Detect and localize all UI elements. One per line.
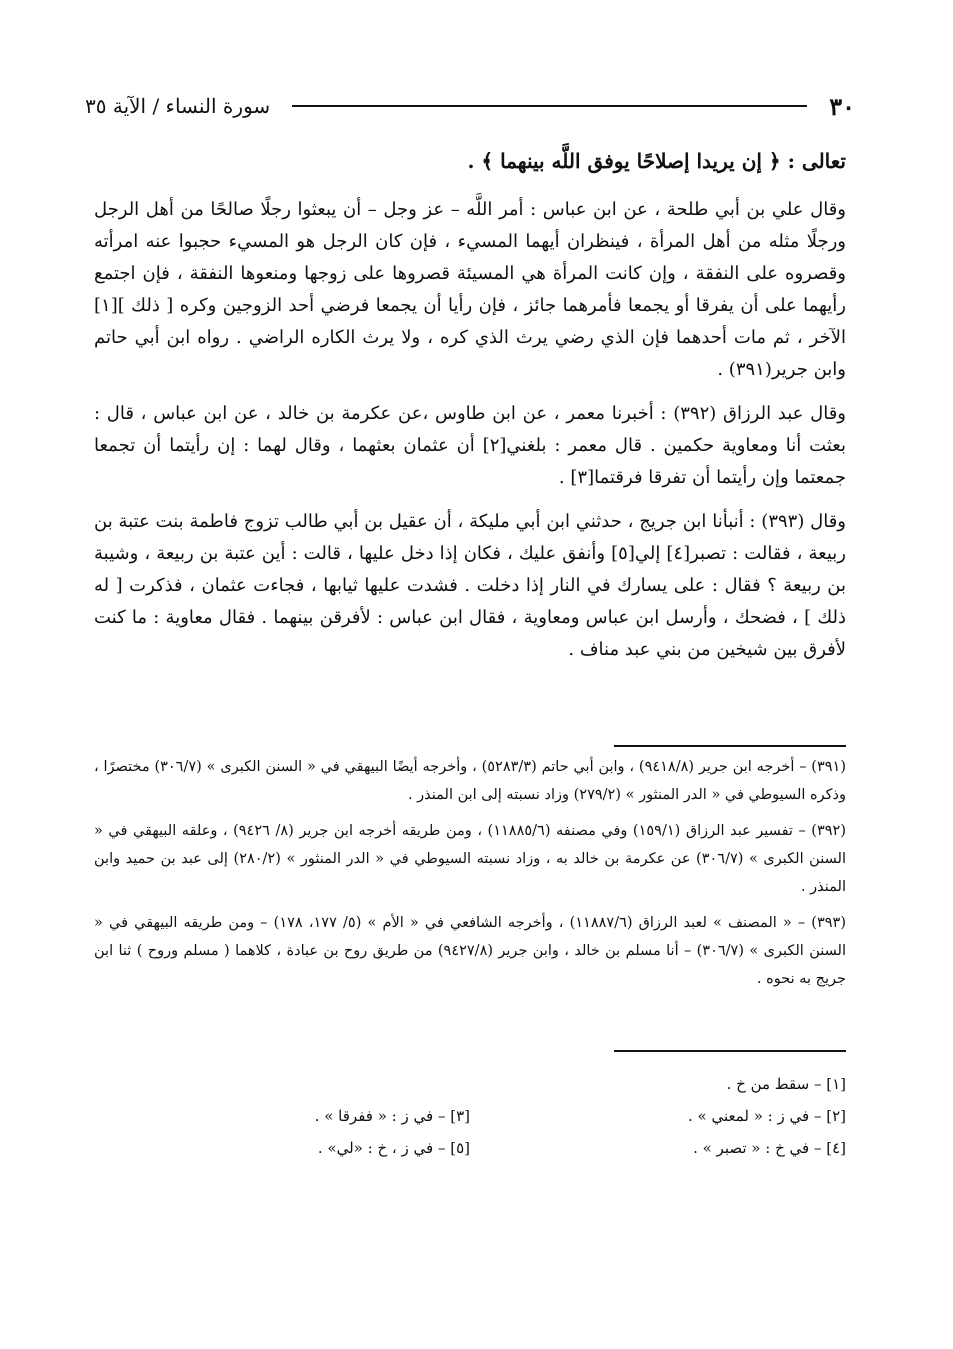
footnote: (٣٩٢) – تفسير عبد الرزاق (١٥٩/١) وفي مصنفه (١١٨٨٥/٦) ، ومن طريقه أخرجه ابن جرير (٨/ ٩٤٢٦) ، وعلقه البيهقي في « السنن الكبرى » (٣٠٦/٧) عن عكرمة بن خالد به ، وزاد نسبته السيوطي في « الدر المنثور » (٢٨٠/٢) إلى عبد بن حميد وابن المنذر . — [94, 823, 846, 895]
variant-row — [94, 1100, 846, 1132]
variant-row — [94, 1068, 846, 1100]
variant-row — [94, 1132, 846, 1164]
header-rule — [292, 105, 807, 107]
page-number: ٣٠ — [829, 91, 855, 121]
quran-verse: تعالى : ﴿ إن يريدا إصلاحًا يوفق اللَّه بينهما ﴾ . — [467, 149, 846, 173]
variants-separator — [614, 1050, 846, 1052]
running-title: سورة النساء / الآية ٣٥ — [85, 94, 271, 118]
paragraph: وقال علي بن أبي طلحة ، عن ابن عباس : أمر اللَّه – عز وجل – أن يبعثوا رجلًا صالحًا من أهل الرجل ورجلًا مثله من أهل المرأة ، فينظران أيهما المسيء ، فإن كان الرجل هو المسيء حجبوا عنه امرأته وقصروه على النفقة ، وإن كانت المرأة هي المسيئة قصروها على زوجها ومنعوها النفقة ، فإن اجتمع رأيهما على أن يفرقا أو يجمعا فأمرهما جائز ، فإن رأيا أن يجمعا فرضي أحد الزوجين وكره [ ذلك ][١] الآخر ، ثم مات أحدهما فإن الذي رضي يرث الذي كره ، ولا يرث الكاره الراضي . رواه ابن أبي حاتم وابن جرير(٣٩١) . — [94, 199, 846, 380]
footnote: (٣٩١) – أخرجه ابن جرير (٩٤١٨/٨) ، وابن أبي حاتم (٥٢٨٣/٣) ، وأخرجه أيضًا البيهقي في « السنن الكبرى » (٣٠٦/٧) مختصرًا ، وذكره السيوطي في « الدر المنثور » (٢٧٩/٢) وزاد نسبته إلى ابن المنذر . — [94, 759, 846, 803]
paragraph: وقال عبد الرزاق (٣٩٢) : أخبرنا معمر ، عن ابن طاوس ،عن عكرمة بن خالد ، عن ابن عباس ، قال : بعثت أنا ومعاوية حكمين . قال معمر : بلغني[٢] أن عثمان بعثهما ، وقال لهما : إن رأيتما أن تجمعا جمعتما وإن رأيتما أن تفرقا فرقتما[٣] . — [94, 403, 846, 488]
variant-note: [٢] – في ز : « لمعني » . — [687, 1107, 846, 1125]
variant-note — [94, 1068, 470, 1100]
variant-note: [١] – سقط من خ . — [726, 1075, 846, 1093]
variant-note: [٣] – في ز : « ففرقا » . — [314, 1107, 470, 1125]
page-header — [85, 88, 855, 124]
variant-note: [٥] – في ز ، خ : «لي» . — [317, 1139, 470, 1157]
manuscript-variants — [94, 1050, 846, 1164]
main-text — [94, 144, 846, 678]
footnotes — [94, 745, 846, 1001]
variant-note: [٤] – في خ : « تصبر » . — [693, 1139, 846, 1157]
footnote: (٣٩٣) – « المصنف » لعبد الرزاق (١١٨٨٧/٦) ، وأخرجه الشافعي في « الأم » (٥/ ١٧٧، ١٧٨) – ومن طريقه البيهقي في « السنن الكبرى » (٣٠٦/٧) – أنا مسلم بن خالد ، وابن جرير (٩٤٢٧/٨) من طريق روح بن عبادة ، كلاهما ( مسلم وروح ) ثنا ابن جريج به نحوه . — [94, 915, 847, 987]
footnote-separator — [614, 745, 846, 747]
paragraph: وقال (٣٩٣) : أنبأنا ابن جريج ، حدثني ابن أبي مليكة ، أن عقيل بن أبي طالب تزوج فاطمة بنت عتبة بن ربيعة ، فقالت : تصبر[٤] إلي[٥] وأنفق عليك ، فكان إذا دخل عليها ، قالت : أين عتبة بن ربيعة ، وشيبة بن ربيعة ؟ فقال : على يسارك في النار إذا دخلت . فشدت عليها ثيابها ، فجاءت عثمان ، فذكرت [ له ذلك ] ، فضحك ، وأرسل ابن عباس ومعاوية ، فقال ابن عباس : لأفرقن بينهما . فقال معاوية : ما كنت لأفرق بين شيخين من بني عبد مناف . — [94, 511, 846, 660]
